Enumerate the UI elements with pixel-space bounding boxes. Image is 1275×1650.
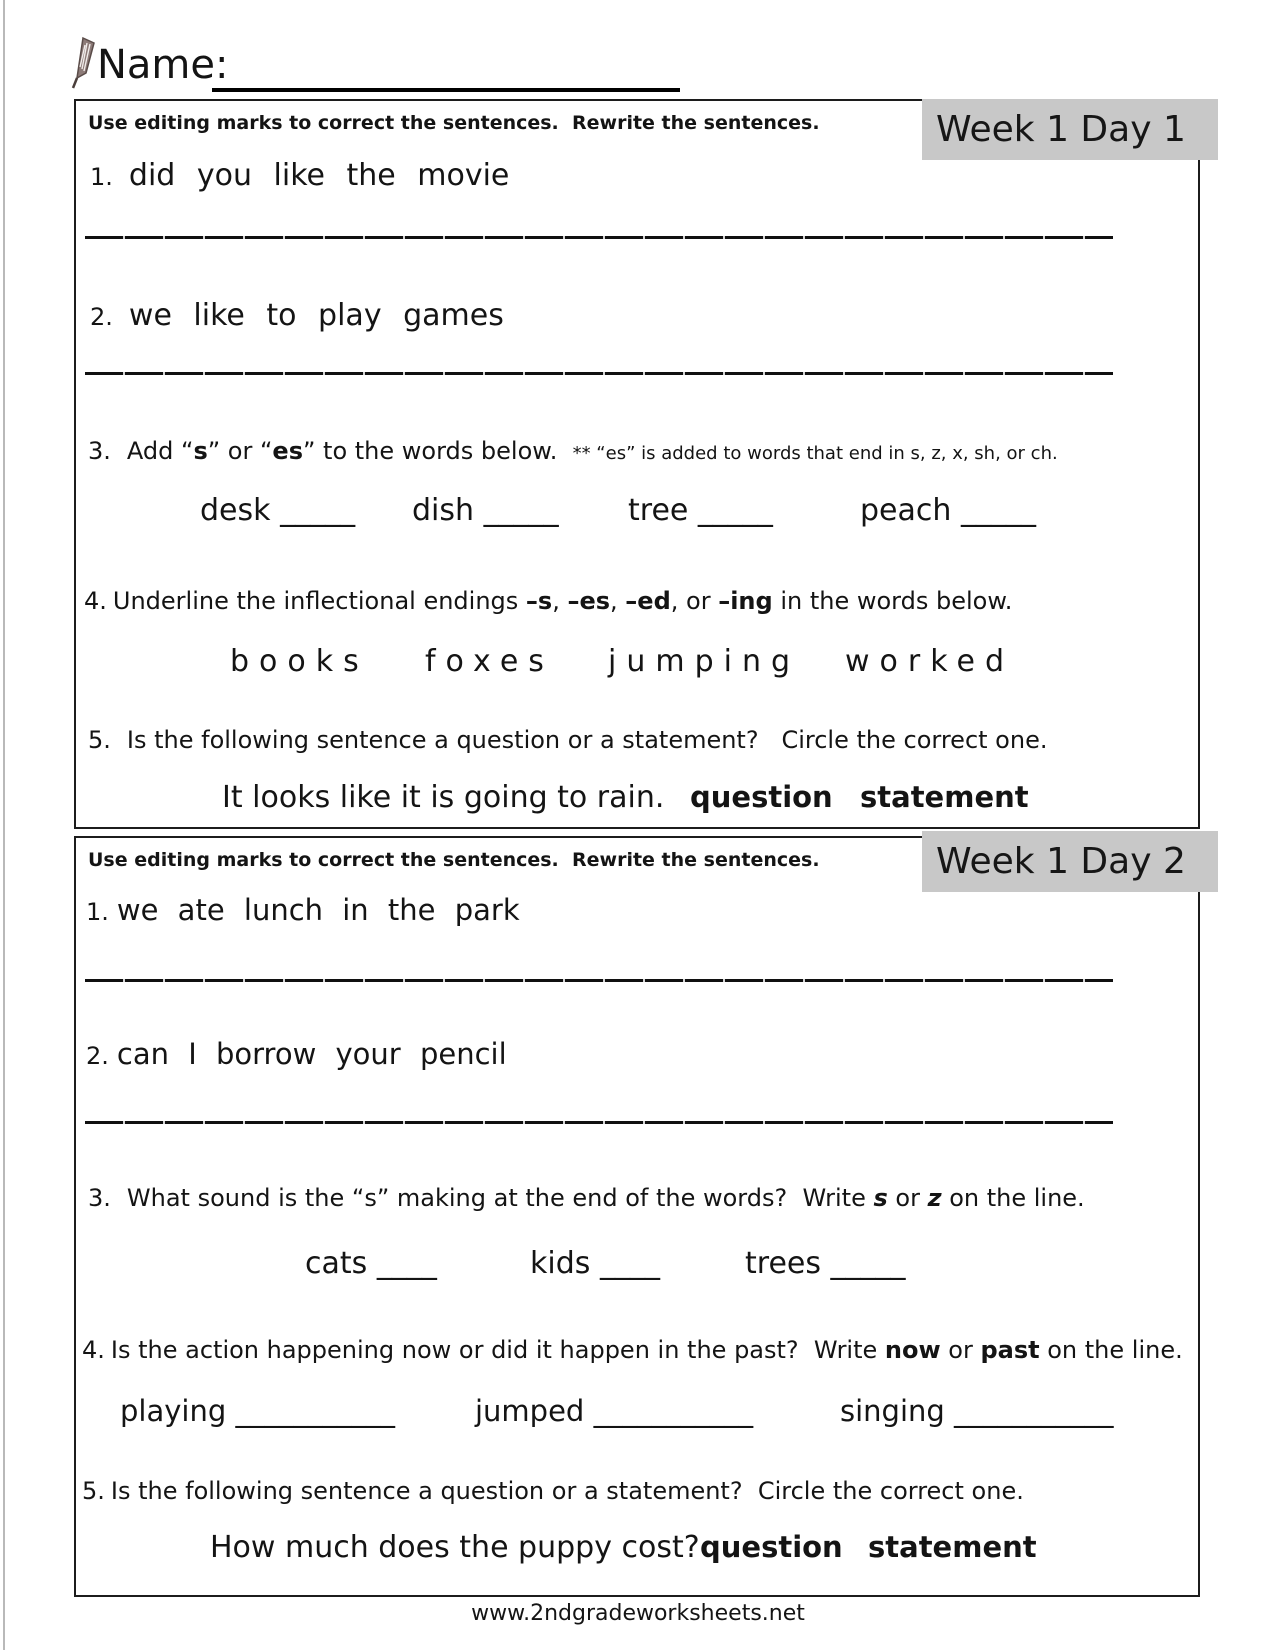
bold-ending-es: –es (567, 587, 611, 615)
question-1-day1 (90, 158, 509, 193)
question-number: 4. (84, 587, 107, 615)
option-question: question (690, 780, 833, 814)
word-row-add-s-es (0, 493, 1275, 537)
answer-line (85, 236, 1113, 239)
quill-pen-icon (68, 36, 100, 94)
question-text: What sound is the “s” making at the end of the words? Write (126, 1184, 874, 1212)
word-row-s-sound (0, 1246, 1275, 1290)
question-2-day2 (86, 1037, 507, 1071)
question-number: 2. (86, 1042, 109, 1070)
question-text: Underline the inflectional endings (112, 587, 526, 615)
word-blank: _____ (280, 493, 356, 528)
answer-line (85, 372, 1113, 375)
word-blank: ___________ (235, 1394, 395, 1428)
question-text: did you like the movie (128, 158, 510, 193)
bold-ending-s: –s (525, 587, 553, 615)
question-5-day1 (88, 726, 1047, 754)
bold-now: now (884, 1336, 941, 1364)
bold-italic-z: z (927, 1184, 942, 1212)
word-blank: _____ (830, 1246, 906, 1281)
option-statement: statement (868, 1530, 1037, 1564)
day-badge-week1-day1: Week 1 Day 1 (922, 99, 1218, 160)
bold-italic-s: s (873, 1184, 888, 1212)
word-item-tree: tree _____ (628, 493, 773, 528)
word-item-peach: peach _____ (860, 493, 1036, 528)
question-number: 1. (86, 898, 109, 926)
option-question: question (700, 1530, 843, 1564)
question-text: can I borrow your pencil (116, 1037, 507, 1071)
target-sentence: How much does the puppy cost? (210, 1530, 700, 1565)
day-badge-week1-day2: Week 1 Day 2 (922, 831, 1218, 892)
word-blank: ___________ (593, 1394, 754, 1428)
word-blank: ____ (599, 1246, 660, 1281)
question-text: Add “ (126, 437, 194, 465)
question-4-day1: 4. Underline the inflectional endings –s, –es, –ed, or –ing in the words below. (84, 587, 1013, 615)
bold-s: s (193, 437, 208, 465)
question-1-day2 (86, 893, 520, 927)
question-number: 3. (88, 437, 111, 465)
word-item-cats: cats ____ (305, 1246, 437, 1281)
word-item-jumping: jumping (608, 644, 801, 679)
question-2-day1 (90, 298, 504, 333)
word-blank: ___________ (954, 1394, 1114, 1428)
question-number: 1. (90, 163, 113, 191)
word-blank: _____ (697, 493, 773, 528)
question-number: 4. (82, 1336, 105, 1364)
question-5-day2 (82, 1477, 1024, 1505)
word-blank: _____ (483, 493, 559, 528)
word-item-singing: singing ___________ (840, 1394, 1114, 1428)
question-text: we ate lunch in the park (116, 893, 520, 927)
word-item-playing: playing ___________ (120, 1394, 395, 1428)
word-item-worked: worked (845, 644, 1015, 679)
question-3-day2: 3. What sound is the “s” making at the end of the words? Write s or z on the line. (88, 1184, 1085, 1212)
name-label: Name: (97, 42, 229, 88)
question-3-day1: 3. Add “s” or “es” to the words below. ** “es” is added to words that end in s, z, x, sh, or ch. (88, 437, 1058, 465)
question-4-day2: 4. Is the action happening now or did it happen in the past? Write now or past on the line. (82, 1336, 1183, 1364)
question-number: 3. (88, 1184, 111, 1212)
instructions-day2: Use editing marks to correct the sentences. Rewrite the sentences. (88, 849, 820, 871)
bold-past: past (980, 1336, 1040, 1364)
target-sentence: It looks like it is going to rain. (222, 780, 665, 815)
bold-es: es (272, 437, 303, 465)
name-blank-line (212, 50, 680, 92)
word-row-now-past (0, 1394, 1275, 1438)
word-item-desk: desk _____ (200, 493, 356, 528)
footer-url: www.2ndgradeworksheets.net (471, 1601, 805, 1626)
word-item-trees: trees _____ (745, 1246, 906, 1281)
bold-ending-ed: –ed (625, 587, 671, 615)
answer-line (85, 979, 1113, 982)
word-row-inflectional (0, 644, 1275, 688)
question-number: 2. (90, 303, 113, 331)
word-item-foxes: foxes (425, 644, 554, 679)
word-item-books: books (230, 644, 369, 679)
question-number: 5. (88, 726, 111, 754)
bold-ending-ing: –ing (718, 587, 773, 615)
question-text: Is the following sentence a question or a statement? Circle the correct one. (110, 1477, 1024, 1505)
circle-row-day1 (0, 780, 1275, 824)
word-blank: ____ (376, 1246, 437, 1281)
word-blank: _____ (960, 493, 1036, 528)
question-number: 5. (82, 1477, 105, 1505)
option-statement: statement (860, 780, 1029, 814)
instructions-day1: Use editing marks to correct the sentences. Rewrite the sentences. (88, 112, 820, 134)
question-text: we like to play games (128, 298, 504, 333)
question-note: ** “es” is added to words that end in s, z, x, sh, or ch. (572, 443, 1058, 464)
word-item-jumped: jumped ___________ (475, 1394, 754, 1428)
circle-row-day2 (0, 1530, 1275, 1574)
word-item-dish: dish _____ (412, 493, 559, 528)
answer-line (85, 1121, 1113, 1124)
question-text: Is the action happening now or did it happen in the past? Write (110, 1336, 885, 1364)
word-item-kids: kids ____ (530, 1246, 660, 1281)
question-text: Is the following sentence a question or a statement? Circle the correct one. (126, 726, 1048, 754)
